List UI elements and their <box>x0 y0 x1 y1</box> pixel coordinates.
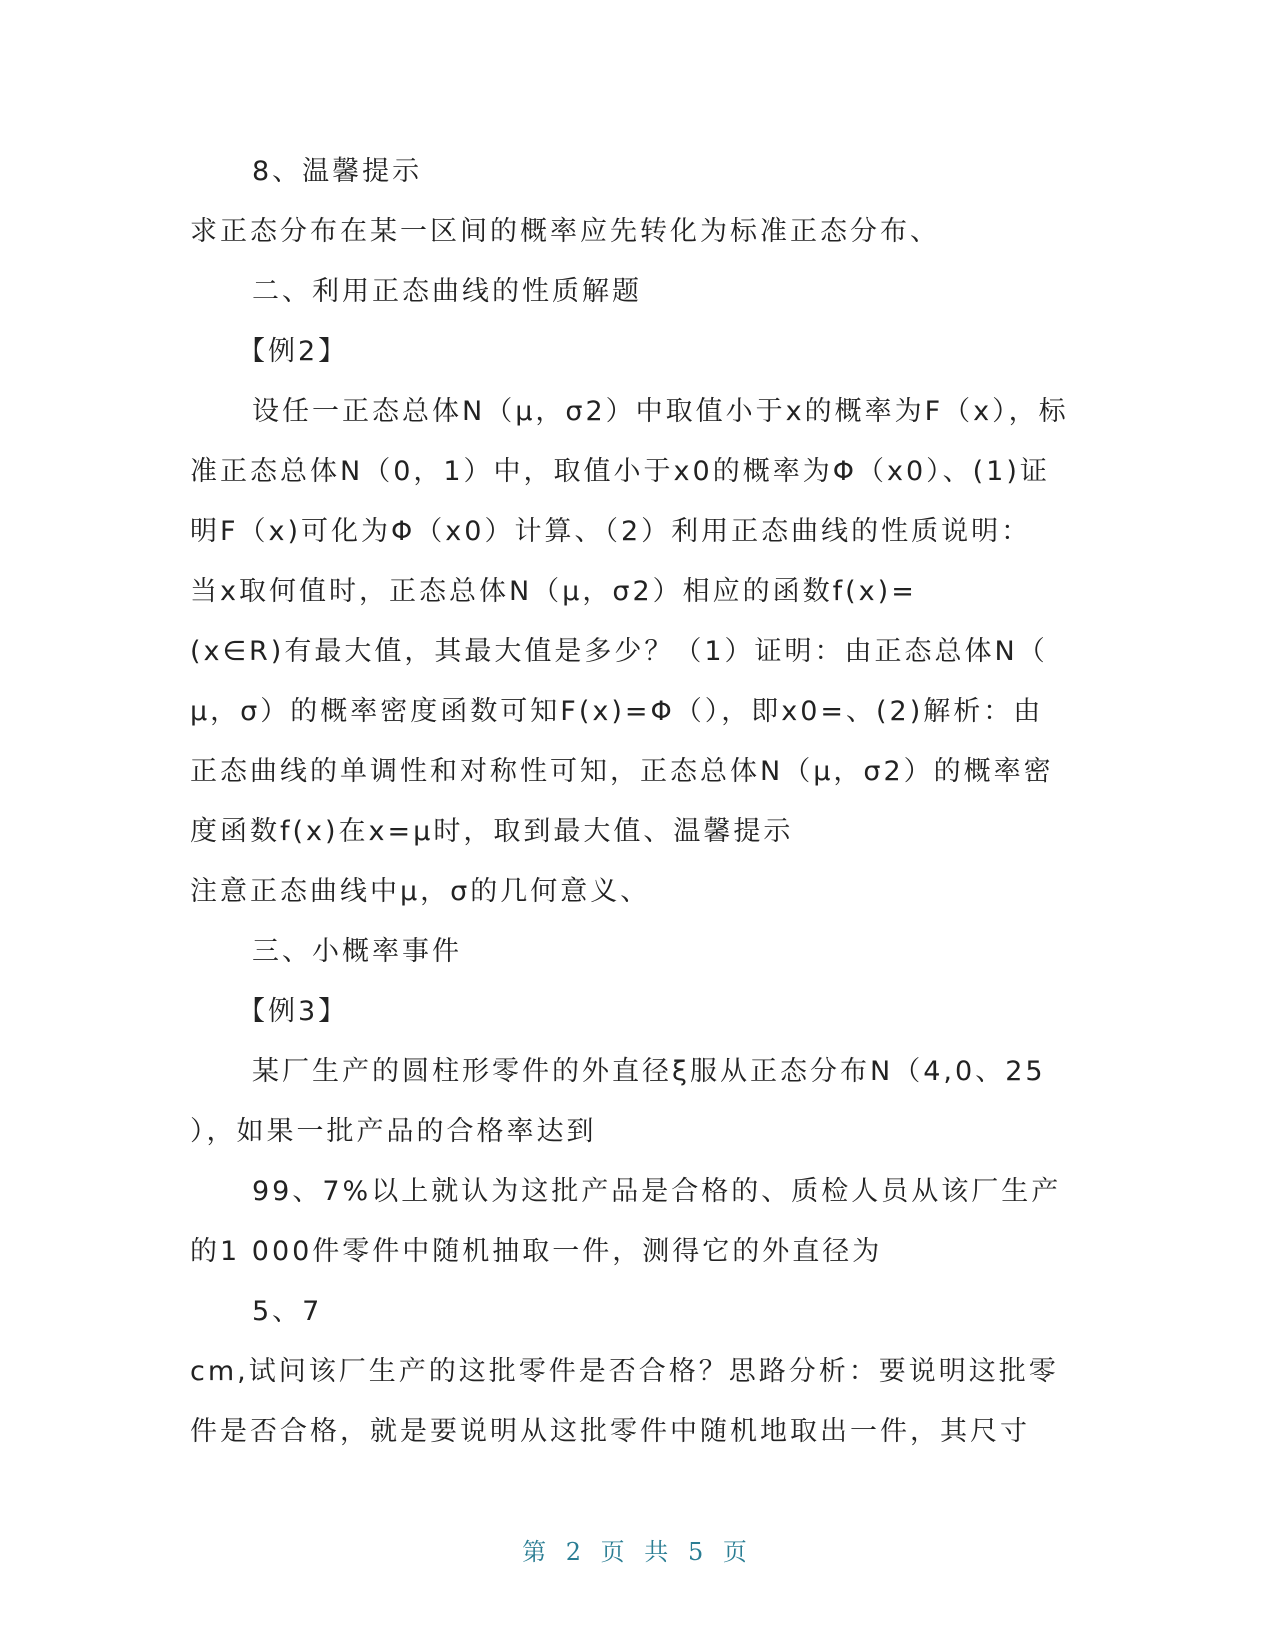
text-line: 5、7 <box>252 1296 323 1327</box>
text-line: 99、7%以上就认为这批产品是合格的、质检人员从该厂生产 <box>252 1176 1062 1207</box>
example-label: 【例3】 <box>238 996 349 1027</box>
text-line: 度函数f(x)在x=μ时，取到最大值、温馨提示 <box>190 816 794 847</box>
page-number-footer: 第 2 页 共 5 页 <box>522 1538 753 1566</box>
text-line: 正态曲线的单调性和对称性可知，正态总体N（μ，σ2）的概率密 <box>190 756 1054 787</box>
document-body <box>190 142 1080 1462</box>
text-line: 的1 000件零件中随机抽取一件，测得它的外直径为 <box>190 1236 883 1267</box>
text-line: μ，σ）的概率密度函数可知F(x)=Φ（），即x0=、(2)解析：由 <box>190 696 1044 727</box>
text-line: 准正态总体N（0，1）中，取值小于x0的概率为Φ（x0）、(1)证 <box>190 456 1050 487</box>
example-label: 【例2】 <box>238 336 349 367</box>
text-line: 当x取何值时，正态总体N（μ，σ2）相应的函数f(x)= <box>190 576 917 607</box>
text-line: (x∈R)有最大值，其最大值是多少？（1）证明：由正态总体N（ <box>190 636 1048 667</box>
text-line: cm,试问该厂生产的这批零件是否合格？思路分析：要说明这批零 <box>190 1356 1059 1387</box>
text-line: 明F（x)可化为Φ（x0）计算、（2）利用正态曲线的性质说明： <box>190 516 1032 547</box>
section-heading: 三、小概率事件 <box>252 936 462 967</box>
text-line: 注意正态曲线中μ，σ的几何意义、 <box>190 876 651 907</box>
text-line: 8、温馨提示 <box>252 156 423 187</box>
text-line: 设任一正态总体N（μ，σ2）中取值小于x的概率为F（x），标 <box>252 396 1069 427</box>
text-line: 某厂生产的圆柱形零件的外直径ξ服从正态分布N（4,0、25 <box>252 1056 1046 1087</box>
text-line: 求正态分布在某一区间的概率应先转化为标准正态分布、 <box>190 216 940 247</box>
text-line: ），如果一批产品的合格率达到 <box>190 1116 597 1147</box>
section-heading: 二、利用正态曲线的性质解题 <box>252 276 642 307</box>
text-line: 件是否合格，就是要说明从这批零件中随机地取出一件，其尺寸 <box>190 1416 1030 1447</box>
